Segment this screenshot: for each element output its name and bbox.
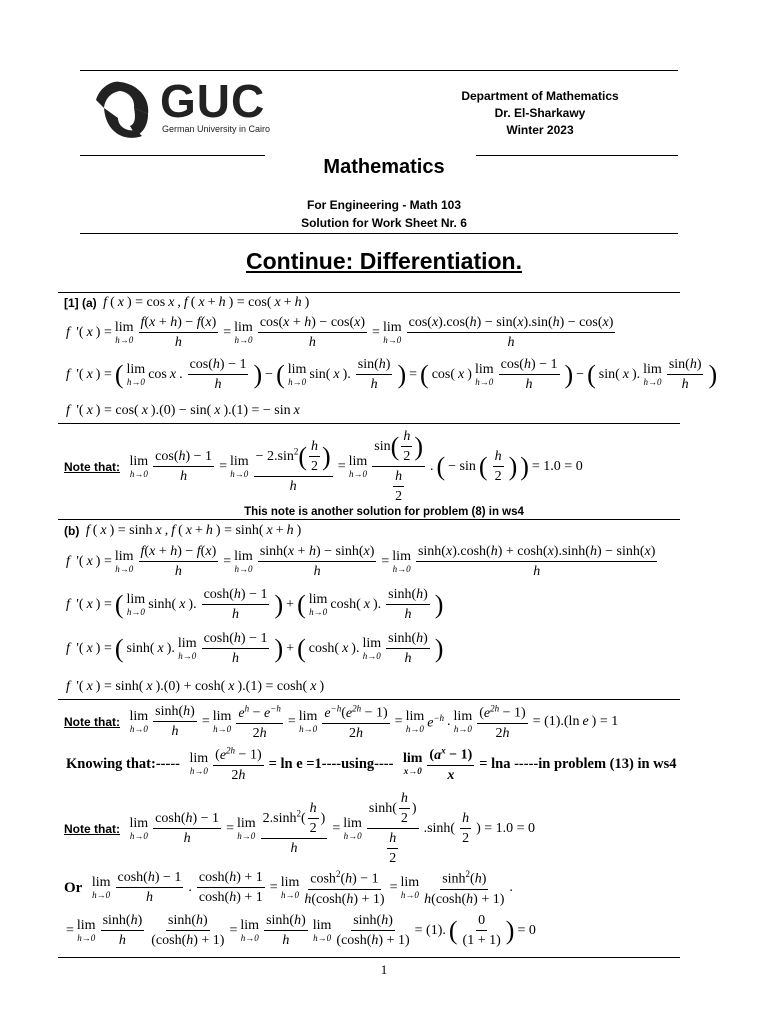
- department: Department of Mathematics: [461, 89, 619, 103]
- equation-b2: f '( x ) = ( lim h→0 sinh( x ). $\frac{\cosh(h) - 1}{h}$ ) + ( lim h→0 cosh( x ). $\frac{\sinh(h)}{h}$ ): [66, 587, 444, 622]
- knowing-label: Knowing that:-----: [66, 756, 180, 773]
- equation-a3: f '( x ) = cos( x ).(0) − sin( x ).(1) = − sin x: [66, 403, 300, 418]
- note-label: Note that:: [64, 822, 120, 836]
- page-title: Continue: Differentiation.: [246, 248, 522, 274]
- or-label: Or: [64, 879, 83, 896]
- sheet-line: Solution for Work Sheet Nr. 6: [301, 216, 467, 230]
- logo-text: GUC: [160, 75, 266, 127]
- problem-label-b: (b): [64, 524, 80, 538]
- knowing-mid: = ln e =1----using----: [268, 756, 394, 773]
- guc-emblem-icon: [90, 78, 154, 140]
- or-line: Or lim h→0 $\frac{\cosh(h) - 1}{h}$ . $\frac{\cosh(h) + 1}{\cosh(h) + 1}$ = lim h→0 $\frac{\cosh^2(h) - 1}{h(\cosh(h) + 1)}$ = lim h→0 $\frac{\sinh^2(h)}{h(\cosh(h) + 1)}$ .: [64, 869, 513, 907]
- note-label: Note that:: [64, 460, 120, 474]
- equation-b1: f '( x ) = lim h→0 $\frac{f(x + h) - f(x)}{h}$ = lim h→0 $\frac{\sinh(x + h) - \sinh(x)}{h}$ = lim h→0 $\frac{\sinh(x).\cosh(h) + \cosh(x).\sinh(h) - \sinh(x)}{h}$: [66, 544, 656, 579]
- note-a-remark: This note is another solution for problem (8) in ws4: [244, 506, 524, 518]
- knowing-line: Knowing that:----- lim h→0 $\frac{(e^{2h} - 1)}{2h}$ = ln e =1----using---- lim x→0 $\frac{(a^x - 1)}{x}$ = lna -----in problem (13) in ws4: [66, 745, 677, 783]
- note-b1: Note that: lim h→0 $\frac{\sinh(h)}{h}$ = lim h→0 $\frac{e^h - e^{-h}}{2h}$ = lim h→0 $\frac{e^{-h}(e^{2h} - 1)}{2h}$ = lim h→0 $e^{-h}$ . lim h→0 $\frac{(e^{2h} - 1)}{2h}$ = (1).(ln e ) = 1: [64, 703, 619, 741]
- subject-title: Mathematics: [323, 156, 445, 178]
- problem-a-statement: [1] (a) f ( x ) = cos x , f ( x + h ) = cos( x + h ): [64, 295, 310, 310]
- course-line: For Engineering - Math 103: [306, 198, 462, 212]
- problem-label-a: [1] (a): [64, 296, 97, 310]
- problem-b-statement: (b) f ( x ) = sinh x , f ( x + h ) = sinh( x + h ): [64, 523, 302, 538]
- page-number: 1: [380, 962, 388, 977]
- equation-b3: f '( x ) = ( sinh( x ). lim h→0 $\frac{\cosh(h) - 1}{h}$ ) + ( cosh( x ). lim h→0 $\frac{\sinh(h)}{h}$ ): [66, 631, 444, 666]
- equation-a2: f '( x ) = ( lim h→0 cos x . $\frac{\cos(h) - 1}{h}$ ) − ( lim h→0 sin( x ). $\frac{\sin(h)}{h}$ ) = ( cos( x ) lim h→0 $\frac{\cos(h) - 1}{h}$ ) − ( sin( x ). lim h→0 $\frac{\sin(h)}{h}$ ): [66, 357, 718, 392]
- guc-logo: [90, 75, 290, 140]
- or-line-2: = lim h→0 $\frac{\sinh(h)}{h}$ $\frac{\sinh(h)}{(\cosh(h) + 1)}$ = lim h→0 $\frac{\sinh(h)}{h}$ lim h→0 $\frac{\sinh(h)}{(\cosh(h) + 1)}$ = (1). ( $\frac{0}{(1 + 1)}$ ) = 0: [66, 913, 536, 948]
- note-b2: Note that: lim h→0 $\frac{\cosh(h) - 1}{h}$ = lim h→0 $2.\sinh^2$( $\frac{h}{2}$ ) h = lim h→0 sinh( $\frac{h}{2}$ ) $\frac{h}{2}$ .sinh( $\frac{h}{2}$ ) = 1.0 = 0: [64, 791, 536, 866]
- knowing-end: = lna -----in problem (13) in ws4: [479, 756, 677, 773]
- instructor: Dr. El-Sharkawy: [494, 106, 586, 120]
- equation-a1: f '( x ) = lim h→0 $\frac{f(x + h) - f(x)}{h}$ = lim h→0 $\frac{\cos(x + h) - \cos(x)}{h}$ = lim h→0 $\frac{\cos(x).\cos(h) - \sin(x).\sin(h) - \cos(x)}{h}$: [66, 315, 614, 350]
- note-label: Note that:: [64, 715, 120, 730]
- term: Winter 2023: [506, 123, 574, 137]
- equation-b4: f '( x ) = sinh( x ).(0) + cosh( x ).(1) = cosh( x ): [66, 679, 325, 694]
- logo-subtext: German University in Cairo: [162, 124, 271, 134]
- note-a: Note that: lim h→0 $\frac{\cos(h) - 1}{h}$ = lim h→0 − $2.\sin^2$( $\frac{h}{2}$ ) h = lim h→0 sin( $\frac{h}{2}$ ) $\frac{h}{2}$ . ( − sin ( $\frac{h}{2}$ ) ) = 1.0 = 0: [64, 429, 583, 504]
